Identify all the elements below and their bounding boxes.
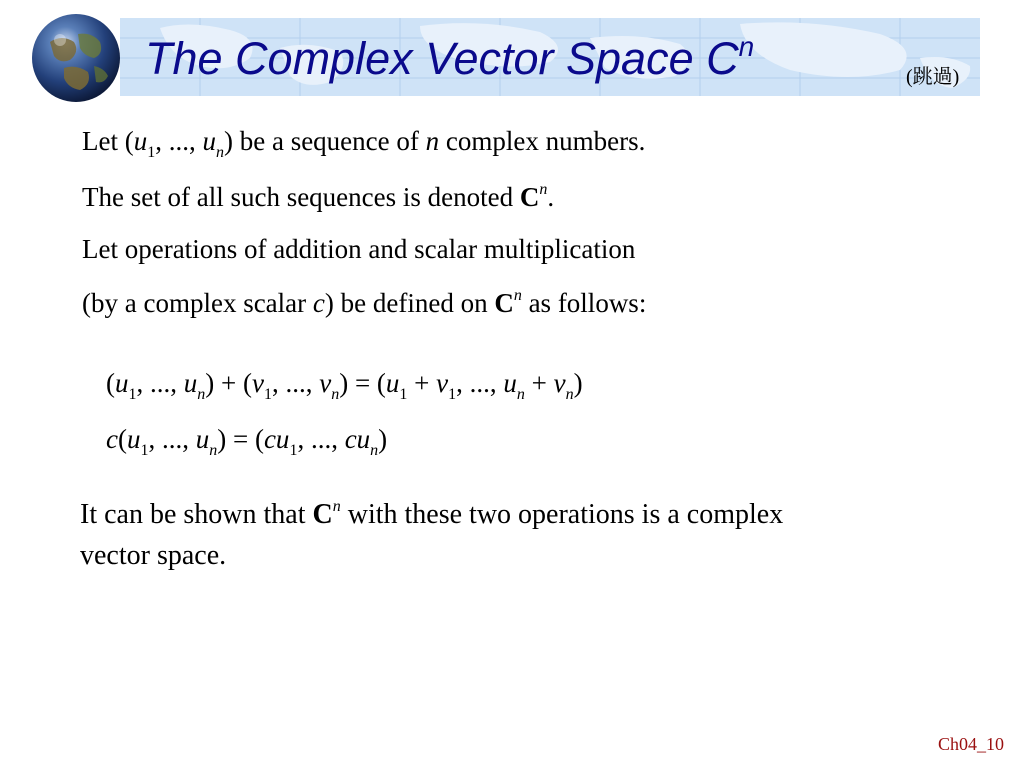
globe-icon: [30, 12, 122, 104]
math-dots: , ...,: [456, 368, 504, 398]
math-subscript: 1: [140, 442, 149, 459]
math-subscript: n: [516, 386, 525, 403]
body-line-4: [82, 287, 647, 318]
math-var: cu: [263, 424, 290, 454]
math-paren: ): [205, 368, 215, 398]
math-var: u: [503, 368, 517, 398]
math-var: c: [106, 424, 118, 454]
math-var: u: [202, 126, 216, 156]
math-var: n: [425, 126, 440, 156]
math-symbol: C: [312, 499, 333, 530]
math-dots: , ...,: [136, 368, 184, 398]
body-line-3: Let operations of addition and scalar multiplication: [82, 234, 636, 264]
math-dots: , ...,: [148, 424, 196, 454]
text-run: It can be shown that: [80, 499, 313, 530]
body-line-2: [82, 181, 555, 212]
math-var: cu: [344, 424, 371, 454]
math-var: u: [195, 424, 210, 454]
math-operator: +: [407, 368, 437, 398]
math-subscript: 1: [128, 386, 137, 403]
body-line-1: [82, 126, 646, 161]
math-subscript: 1: [399, 386, 408, 403]
math-subscript: n: [565, 386, 574, 403]
conclusion-text: [80, 494, 840, 576]
math-superscript: n: [513, 287, 522, 304]
math-superscript: n: [332, 498, 341, 515]
math-subscript: 1: [448, 386, 457, 403]
title-text: The Complex Vector Space C: [145, 33, 739, 84]
math-dots: , ...,: [297, 424, 345, 454]
scalar-multiplication-equation: [106, 424, 388, 459]
text-run: ) be defined on: [324, 288, 495, 318]
math-dots: , ...,: [271, 368, 320, 398]
text-run: (by a complex scalar: [82, 288, 313, 318]
text-run: complex numbers.: [439, 126, 646, 156]
text-run: .: [547, 182, 555, 212]
math-operator: +: [524, 368, 554, 398]
page-number: Ch04_10: [937, 734, 1004, 754]
math-var: v: [553, 368, 566, 398]
page-title: [145, 31, 755, 84]
math-var: v: [251, 368, 264, 398]
math-operator: + (: [214, 368, 252, 398]
math-paren: ): [573, 368, 583, 398]
text-run: , ...,: [155, 126, 203, 156]
math-paren: ): [217, 424, 227, 454]
math-subscript: n: [331, 386, 340, 403]
text-run: with these two operations is a complex vector space.: [80, 499, 784, 571]
math-var: u: [385, 368, 400, 398]
math-paren: ): [339, 368, 349, 398]
math-var: u: [183, 368, 198, 398]
math-var: u: [133, 126, 148, 156]
math-subscript: n: [215, 144, 224, 161]
addition-equation: [106, 368, 583, 403]
math-paren: (: [117, 424, 127, 454]
math-subscript: 1: [263, 386, 272, 403]
text-run: Let (: [82, 126, 134, 156]
math-paren: ): [378, 424, 388, 454]
math-paren: (: [106, 368, 115, 398]
math-var: c: [312, 288, 325, 318]
math-subscript: 1: [289, 442, 298, 459]
title-superscript: n: [738, 31, 755, 62]
math-var: v: [436, 368, 449, 398]
skip-note: (跳過): [906, 66, 960, 88]
text-run: as follows:: [521, 288, 647, 318]
text-run: ) be a sequence of: [223, 126, 426, 156]
math-subscript: n: [209, 442, 218, 459]
math-operator: = (: [348, 368, 386, 398]
math-operator: = (: [226, 424, 264, 454]
math-var: u: [115, 368, 129, 398]
text-run: The set of all such sequences is denoted: [82, 182, 520, 212]
math-var: u: [126, 424, 141, 454]
math-var: v: [319, 368, 332, 398]
math-subscript: 1: [147, 144, 156, 161]
math-subscript: n: [370, 442, 379, 459]
math-superscript: n: [539, 181, 548, 198]
math-symbol: C: [494, 288, 514, 318]
math-symbol: C: [519, 182, 540, 212]
math-subscript: n: [197, 386, 206, 403]
